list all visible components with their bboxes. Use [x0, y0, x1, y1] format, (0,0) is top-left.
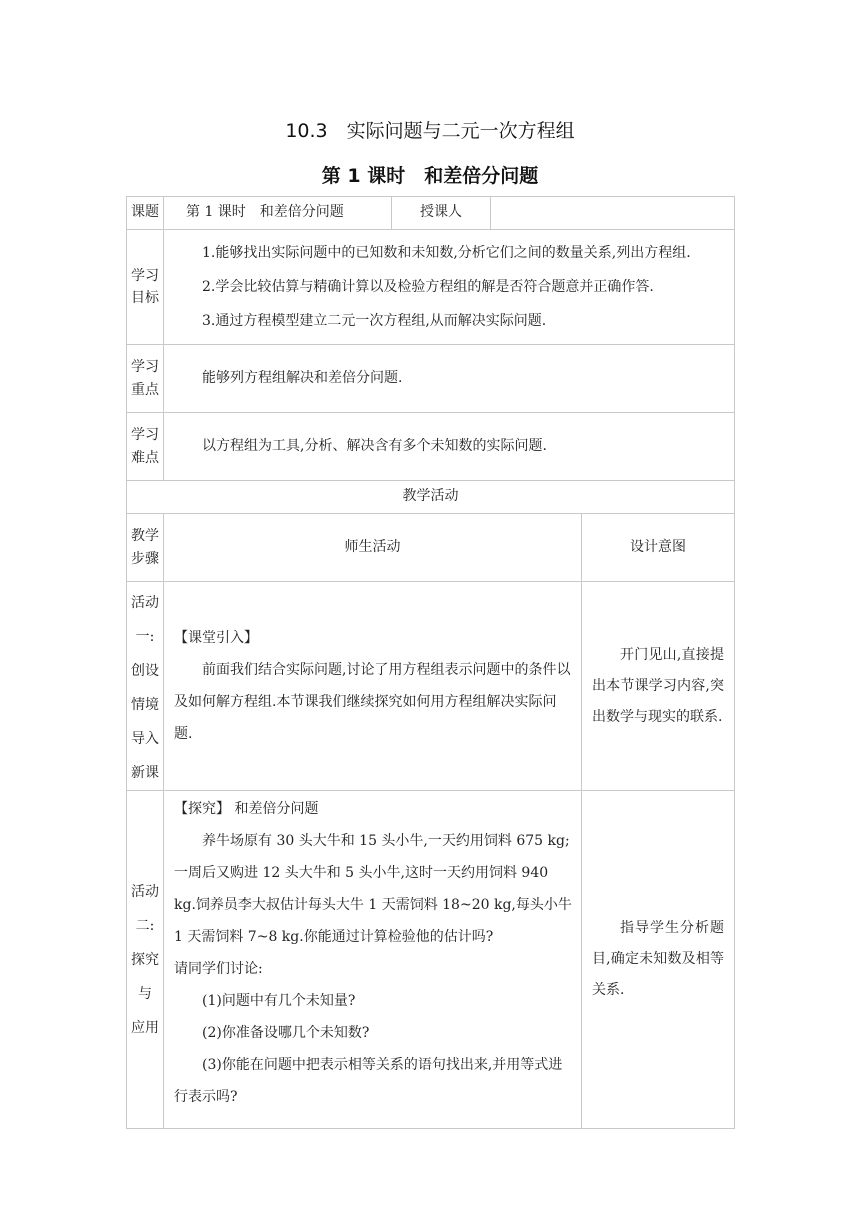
- goal-item: 1.能够找出实际问题中的已知数和未知数,分析它们之间的数量关系,列出方程组.: [202, 245, 691, 261]
- activity-column-header: 师生活动: [164, 514, 582, 582]
- discussion-question: (1)问题中有几个未知量?: [202, 993, 356, 1009]
- key-points-label: 学习 重点: [127, 345, 164, 413]
- activity-two-problem: 养牛场原有 30 头大牛和 15 头小牛,一天约用饲料 675 kg;一周后又购进 12 头大牛和 5 头小牛,这时一天约用饲料 940 kg.饲养员李大叔估计每头大牛 1 天需饲料 18~20 kg,每头小牛 1 天需饲料 7~8 kg.你能通过计算检验他的估计吗?: [174, 833, 572, 945]
- goals-label: 学习 目标: [127, 230, 164, 345]
- activity-one-step: 活动 一: 创设 情境 导入 新课: [127, 582, 164, 791]
- activity-two-content: [164, 791, 582, 1129]
- difficulties-label: 学习 难点: [127, 413, 164, 481]
- activity-two-heading: 【探究】 和差倍分问题: [174, 801, 319, 817]
- lesson-subtitle: 第 1 课时 和差倍分问题: [321, 165, 539, 187]
- activity-two-row: [127, 791, 735, 1129]
- activity-two-step: 活动 二: 探究 与 应用: [127, 791, 164, 1129]
- activity-one-row: [127, 582, 735, 791]
- difficulties-row: [127, 413, 735, 481]
- activity-one-heading: 【课堂引入】: [174, 630, 258, 646]
- lesson-plan-table: [126, 196, 735, 1129]
- topic-label: 课题: [127, 197, 164, 230]
- goals-row: [127, 230, 735, 345]
- activity-one-body: 前面我们结合实际问题,讨论了用方程组表示问题中的条件以及如何解方程组.本节课我们继续探究如何用方程组解决实际问题.: [174, 662, 571, 742]
- activity-one-design: 开门见山,直接提出本节课学习内容,突出数学与现实的联系.: [582, 582, 735, 791]
- key-points-text: 能够列方程组解决和差倍分问题.: [164, 345, 735, 413]
- topic-inner-table: [164, 197, 734, 229]
- topic-value: 第 1 课时 和差倍分问题: [186, 204, 344, 221]
- discussion-question: (3)你能在问题中把表示相等关系的语句找出来,并用等式进行表示吗?: [174, 1057, 563, 1105]
- step-column-header: 教学 步骤: [127, 514, 164, 582]
- activities-header-row: [127, 481, 735, 514]
- goal-item: 3.通过方程模型建立二元一次方程组,从而解决实际问题.: [202, 313, 547, 329]
- design-column-header: 设计意图: [582, 514, 735, 582]
- difficulties-text: 以方程组为工具,分析、解决含有多个未知数的实际问题.: [164, 413, 735, 481]
- info-row: [127, 197, 735, 230]
- teacher-value: [491, 197, 735, 229]
- section-title: 10.3 实际问题与二元一次方程组: [285, 120, 575, 142]
- teacher-label: 授课人: [392, 197, 491, 229]
- goal-item: 2.学会比较估算与精确计算以及检验方程组的解是否符合题意并正确作答.: [202, 279, 654, 295]
- topic-info-cell: [164, 197, 735, 230]
- activities-header: 教学活动: [127, 481, 735, 514]
- goals-list: [164, 230, 735, 345]
- activity-one-content: [164, 582, 582, 791]
- activity-two-prompt: 请同学们讨论:: [174, 961, 263, 977]
- column-header-row: [127, 514, 735, 582]
- discussion-question: (2)你准备设哪几个未知数?: [202, 1025, 370, 1041]
- activity-two-design: 指导学生分析题目,确定未知数及相等关系.: [582, 791, 735, 1129]
- key-points-row: [127, 345, 735, 413]
